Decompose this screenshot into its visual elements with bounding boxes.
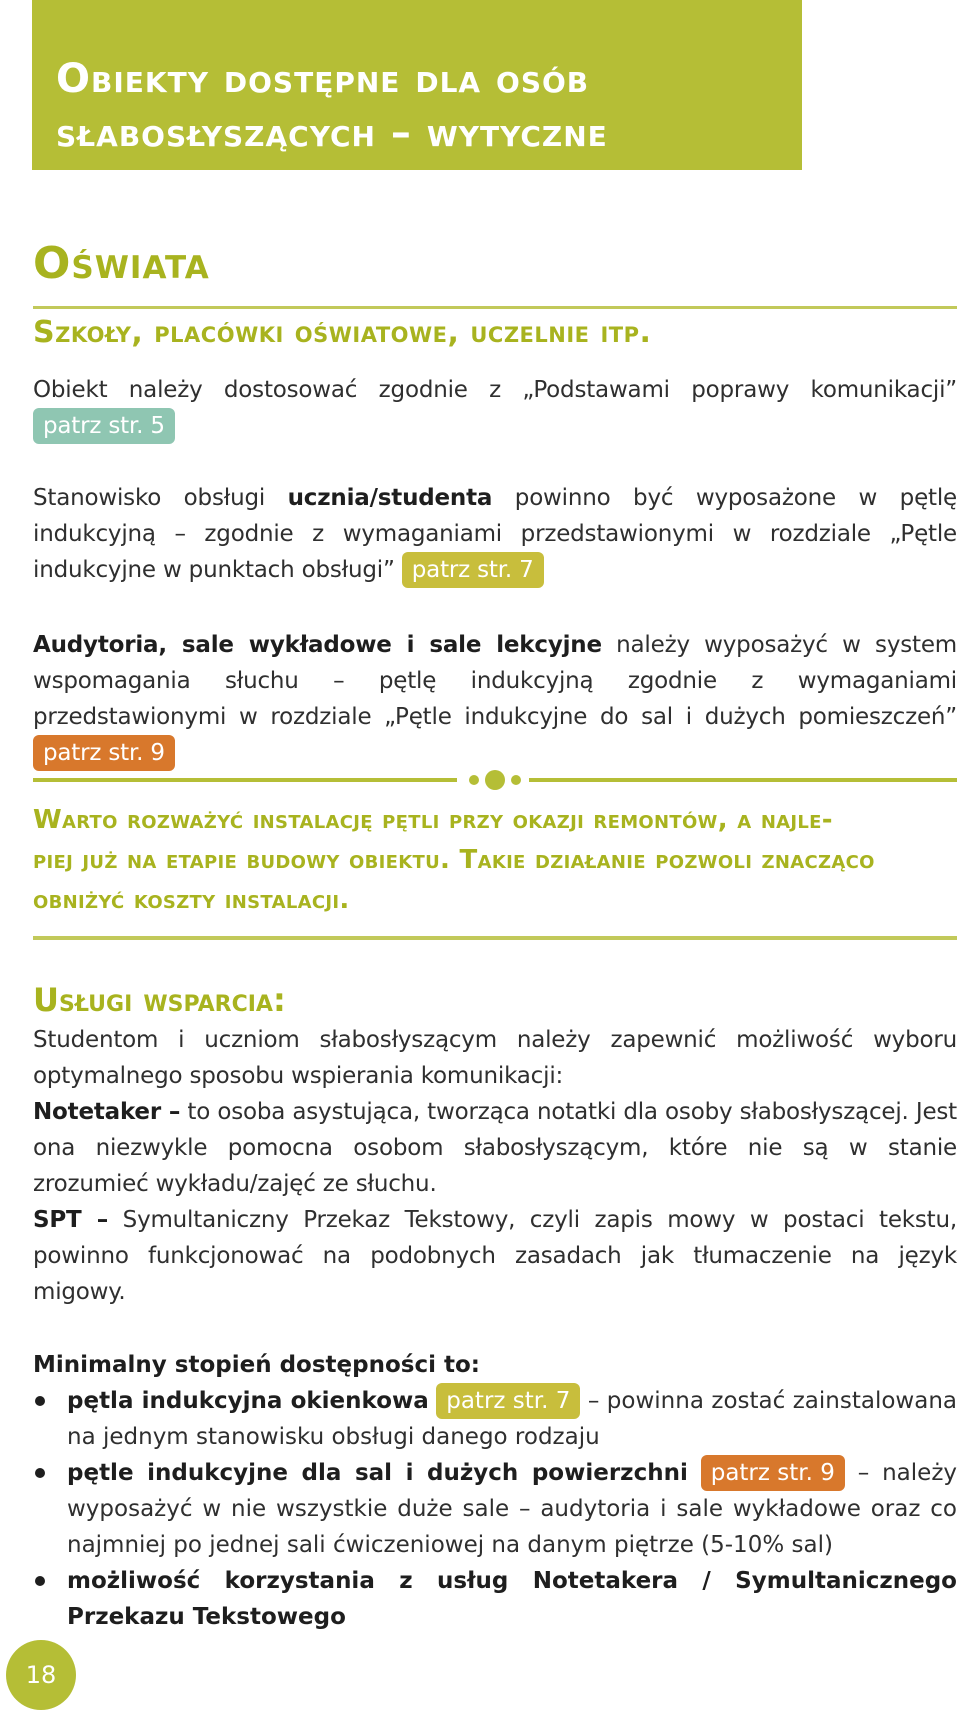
tip-callout: [33, 800, 957, 920]
list-item-bold: pętla indukcyjna okienkowa: [67, 1388, 429, 1414]
list-item: [33, 1563, 957, 1635]
term-spt: SPT –: [33, 1207, 109, 1233]
page-ref-link[interactable]: patrz str. 7: [436, 1383, 580, 1419]
list-item-text: – należy wyposażyć w nie wszystkie duże sale – audytoria i sale wykładowe oraz co najmniej po jednej sali ćwiczeniowej na danym piętrze (5-10% sal): [67, 1460, 957, 1558]
list-item: [33, 1383, 957, 1455]
header-title-line-2: słabosłyszących – wytyczne: [56, 110, 608, 156]
services-title: Usługi wsparcia:: [33, 981, 286, 1019]
tip-line: Warto rozważyć instalację pętli przy okazji remontów, a najle-: [33, 805, 833, 835]
paragraph-basics: [33, 372, 957, 444]
paragraph-service-desk: [33, 480, 957, 588]
paragraph-text: Stanowisko obsługi: [33, 485, 288, 511]
divider-line: [33, 778, 457, 782]
tip-line: piej już na etapie budowy obiektu. Takie działanie pozwoli znacząco: [33, 845, 875, 875]
tip-rule: [33, 936, 957, 940]
paragraph-bold: ucznia/studenta: [287, 485, 493, 511]
divider-dot: [485, 770, 505, 790]
divider-line: [529, 778, 957, 782]
page-ref-link[interactable]: patrz str. 5: [33, 408, 175, 444]
paragraph-text: należy wyposażyć w system wspomagania słuchu – pętlę indukcyjną zgodnie z wymaganiami przedstawionymi w rozdziale „Pętle indukcyjne do sal i dużych pomieszczeń”: [33, 632, 957, 730]
page-number: 18: [6, 1640, 76, 1710]
page-ref-link[interactable]: patrz str. 9: [701, 1455, 845, 1491]
services-notetaker: [33, 1094, 957, 1202]
services-intro: Studentom i uczniom słabosłyszącym należy zapewnić możliwość wyboru optymalnego sposobu wspierania komunikacji:: [33, 1027, 957, 1089]
list-item: [33, 1455, 957, 1563]
paragraph-services: [33, 1022, 957, 1310]
paragraph-bold: Audytoria, sale wykładowe i sale lekcyjne: [33, 632, 602, 658]
header-band: [32, 0, 802, 170]
paragraph-text: Obiekt należy dostosować zgodnie z „Podstawami poprawy komunikacji”: [33, 377, 957, 403]
divider-dot: [469, 775, 479, 785]
tip-line: obniżyć koszty instalacji.: [33, 885, 350, 915]
paragraph-text: Symultaniczny Przekaz Tekstowy, czyli zapis mowy w postaci tekstu, powinno funkcjonować na podobnych zasadach jak tłumaczenie na język migowy.: [33, 1207, 957, 1305]
section-rule: [33, 306, 957, 309]
ornament-divider: [33, 768, 957, 792]
subsection-title: Szkoły, placówki oświatowe, uczelnie itp.: [33, 315, 652, 350]
page-ref-link[interactable]: patrz str. 7: [402, 552, 544, 588]
minimum-title: Minimalny stopień dostępności to:: [33, 1352, 480, 1378]
list-item-bold: pętle indukcyjne dla sal i dużych powierzchni: [67, 1460, 688, 1486]
term-notetaker: Notetaker –: [33, 1099, 181, 1125]
minimum-list: [33, 1383, 957, 1635]
section-title: Oświata: [33, 238, 210, 289]
header-title-line-1: Obiekty dostępne dla osób: [56, 56, 590, 102]
list-item-text: – powinna zostać zainstalowana na jednym stanowisku obsługi danego rodzaju: [67, 1388, 957, 1450]
paragraph-text: to osoba asystująca, tworząca notatki dla osoby słabosłyszącej. Jest ona niezwykle pomocna osobom słabosłyszącym, które nie są w stanie zrozumieć wykładu/zajęć ze słuchu.: [33, 1099, 957, 1197]
divider-dot: [511, 775, 521, 785]
list-item-bold: możliwość korzystania z usług Notetakera / Symultanicznego Przekazu Tekstowego: [67, 1568, 957, 1630]
paragraph-text: powinno być wyposażone w pętlę indukcyjną – zgodnie z wymaganiami przedstawionymi w rozdziale „Pętle indukcyjne w punktach obsługi”: [33, 485, 957, 583]
paragraph-auditoriums: [33, 627, 957, 771]
services-spt: [33, 1202, 957, 1310]
page-ref-link[interactable]: patrz str. 9: [33, 735, 175, 771]
